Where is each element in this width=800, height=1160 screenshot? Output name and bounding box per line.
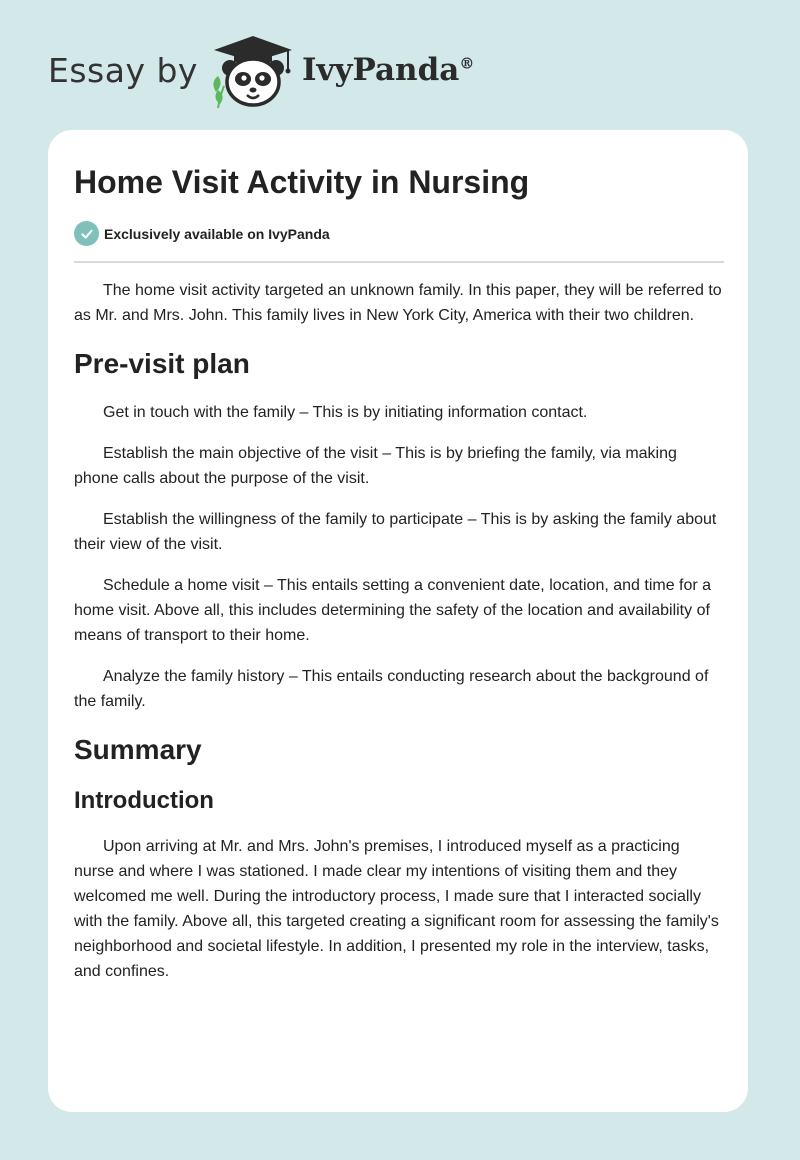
introduction-subheading: Introduction — [74, 787, 214, 814]
intro-paragraph: The home visit activity targeted an unknown family. In this paper, they will be referred to as Mr. and Mrs. John. This family lives in New York City, America with their two children. — [74, 282, 722, 324]
brand-name[interactable] — [302, 52, 474, 88]
panda-graduate-logo-icon[interactable] — [206, 30, 300, 110]
exclusive-badge-text: Exclusively available on IvyPanda — [104, 225, 330, 242]
previsit-paragraph: Schedule a home visit – This entails setting a convenient date, location, and time for a home visit. Above all, this includes determining the safety of the location and availability of means of transport to their home. — [74, 577, 712, 644]
summary-heading: Summary — [74, 734, 202, 765]
previsit-paragraph: Establish the willingness of the family to participate – This is by asking the family about their view of the visit. — [74, 511, 717, 553]
previsit-heading: Pre-visit plan — [74, 348, 250, 379]
article-body — [74, 278, 724, 1000]
site-header — [48, 30, 474, 110]
essay-by-label: Essay by — [48, 50, 198, 90]
exclusive-badge — [74, 221, 330, 246]
check-circle-icon — [74, 221, 99, 246]
registered-mark: ® — [459, 54, 475, 73]
previsit-paragraph: Get in touch with the family – This is by initiating information contact. — [103, 404, 588, 421]
introduction-paragraph: Upon arriving at Mr. and Mrs. John's premises, I introduced myself as a practicing nurse and where I was stationed. I made clear my intentions of visiting them and they welcomed me well. During the introductory process, I made sure that I interacted socially with the family. Above all, this targeted creating a significant room for assessing the family's neighborhood and societal lifestyle. In addition, I presented my role in the interview, tasks, and confines. — [74, 838, 719, 980]
title-divider — [74, 261, 724, 263]
article-card — [48, 130, 748, 1112]
previsit-paragraph: Establish the main objective of the visit – This is by briefing the family, via making phone calls about the purpose of the visit. — [74, 445, 677, 487]
article-title: Home Visit Activity in Nursing — [74, 164, 530, 200]
brand-text: IvyPanda — [301, 52, 460, 88]
previsit-paragraph: Analyze the family history – This entails conducting research about the background of the family. — [74, 668, 709, 710]
